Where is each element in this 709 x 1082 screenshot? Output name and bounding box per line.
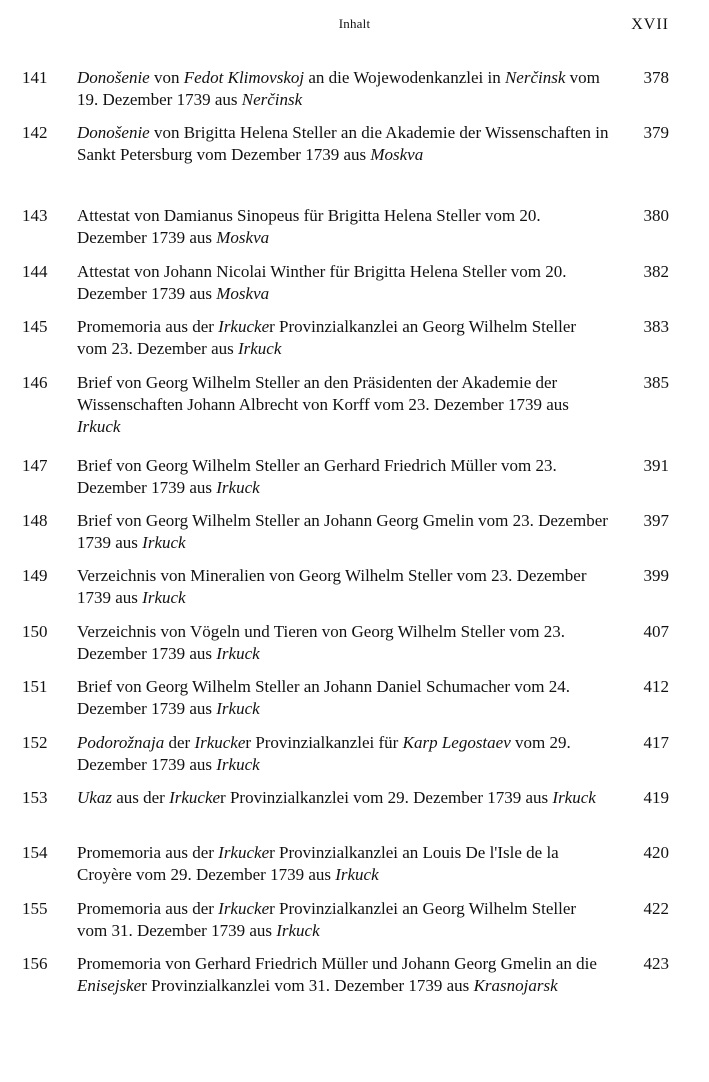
- entry-title-text: Brief von Georg Wilhelm Steller an Johann Georg Gmelin vom 23. Dezember 1739 aus: [77, 510, 608, 552]
- entry-page-number: 391: [643, 455, 669, 475]
- entry-page-number: 419: [643, 787, 669, 807]
- entry-title-italic: Irkuck: [77, 416, 121, 436]
- entry-title-text: vom 19. Dezember 1739 aus: [77, 68, 600, 109]
- entry-title-italic: Irkuck: [142, 532, 186, 552]
- entry-page-number: 383: [643, 317, 669, 337]
- entry-title: [77, 205, 609, 249]
- entry-title-text: r Provinzialkanzlei vom 31. Dezember 1739 aus: [141, 976, 474, 996]
- entry-title-italic: Irkuck: [552, 787, 596, 807]
- entry-number: 155: [22, 898, 48, 918]
- entry-title-text: Promemoria aus der: [77, 898, 219, 918]
- entry-title-italic: Nerčinsk: [241, 90, 303, 109]
- entry-title: [77, 953, 609, 997]
- entry-number: 150: [22, 621, 48, 641]
- entry-page-number: 420: [643, 843, 669, 863]
- entry-title-text: r Provinzialkanzlei an Georg Wilhelm Steller vom 31. Dezember 1739 aus: [77, 898, 577, 940]
- entry-title-text: r Provinzialkanzlei vom 29. Dezember 1739 aus: [220, 787, 553, 807]
- entry-title-italic: Irkuck: [216, 699, 260, 719]
- entry-title-italic: Krasnojarsk: [473, 976, 558, 996]
- toc-entry: [0, 732, 709, 787]
- entry-number: 153: [22, 787, 48, 807]
- page-header: [0, 14, 709, 38]
- entry-title: [77, 316, 609, 360]
- entry-title-italic: Donošenie: [77, 123, 150, 143]
- entry-number: 147: [22, 455, 48, 475]
- entry-title-italic: Irkucke: [218, 898, 270, 918]
- entry-page-number: 382: [643, 261, 669, 281]
- entry-number: 141: [22, 68, 48, 87]
- entry-title-text: Verzeichnis von Vögeln und Tieren von Georg Wilhelm Steller vom 23. Dezember 1739 aus: [77, 621, 566, 663]
- entry-title-text: r Provinzialkanzlei für: [245, 732, 403, 752]
- entry-title: [77, 67, 609, 111]
- entry-title: [77, 261, 609, 305]
- entry-title-italic: Nerčinsk: [504, 68, 566, 87]
- entry-title: [77, 372, 609, 438]
- entry-title: [77, 510, 609, 554]
- entry-title: [77, 621, 609, 665]
- entry-number: 151: [22, 677, 48, 697]
- toc-entry: [0, 372, 709, 455]
- entry-title-italic: Irkuck: [142, 588, 186, 608]
- entry-title-text: Promemoria von Gerhard Friedrich Müller und Johann Georg Gmelin an die: [77, 954, 597, 974]
- entry-title-text: Brief von Georg Wilhelm Steller an Johann Daniel Schumacher vom 24. Dezember 1739 aus: [77, 677, 570, 719]
- entry-title-italic: Karp Legostaev: [402, 732, 511, 752]
- toc-entry: [0, 122, 709, 205]
- entry-title-italic: Ukaz: [77, 787, 112, 807]
- entry-page-number: 378: [643, 68, 669, 87]
- entry-title-italic: Irkucke: [169, 787, 221, 807]
- entry-number: 144: [22, 261, 48, 281]
- entry-title: [77, 732, 609, 776]
- toc-entry: [0, 67, 709, 122]
- entry-number: 142: [22, 123, 48, 143]
- entry-title: [77, 787, 609, 809]
- entry-title: [77, 676, 609, 720]
- entry-page-number: 379: [643, 123, 669, 143]
- entry-title-italic: Irkucke: [218, 843, 270, 863]
- entry-title-italic: Moskva: [216, 283, 270, 303]
- toc-entry: [0, 510, 709, 565]
- entry-title-text: der: [164, 732, 195, 752]
- entry-page-number: 399: [643, 566, 669, 586]
- entry-title-text: r Provinzialkanzlei an Georg Wilhelm Steller vom 23. Dezember aus: [77, 317, 577, 359]
- entry-number: 152: [22, 732, 48, 752]
- toc-entry: [0, 842, 709, 897]
- entry-title-italic: Fedot Klimovskoj: [183, 68, 305, 87]
- entry-title-text: Promemoria aus der: [77, 317, 219, 337]
- entry-title-italic: Donošenie: [77, 68, 150, 87]
- entry-page-number: 423: [643, 954, 669, 974]
- entry-title-italic: Irkuck: [216, 477, 260, 497]
- entry-page-number: 417: [643, 732, 669, 752]
- entry-title-italic: Moskva: [216, 228, 270, 248]
- entry-title-text: Attestat von Damianus Sinopeus für Brigitta Helena Steller vom 20. Dezember 1739 aus: [77, 206, 541, 248]
- entry-title: [77, 565, 609, 609]
- entry-title: [77, 122, 609, 166]
- entry-title: [77, 455, 609, 499]
- toc-entry: [0, 316, 709, 371]
- entry-page-number: 422: [643, 898, 669, 918]
- entry-title-text: Promemoria aus der: [77, 843, 219, 863]
- toc-entry: [0, 676, 709, 731]
- entry-title-italic: Irkuck: [276, 920, 320, 940]
- entry-title-text: vom 29. Dezember 1739 aus: [77, 732, 571, 774]
- entry-title-italic: Irkucke: [218, 317, 270, 337]
- entry-page-number: 407: [643, 621, 669, 641]
- entry-title-text: Brief von Georg Wilhelm Steller an Gerhard Friedrich Müller vom 23. Dezember 1739 aus: [77, 455, 557, 497]
- entry-number: 143: [22, 206, 48, 226]
- entry-number: 156: [22, 954, 48, 974]
- entry-number: 149: [22, 566, 48, 586]
- entry-title: [77, 898, 609, 942]
- entry-title-italic: Moskva: [370, 145, 424, 165]
- toc-entry: [0, 565, 709, 620]
- toc-entry: [0, 261, 709, 316]
- entry-title-italic: Podorožnaja: [77, 732, 165, 752]
- entry-page-number: 412: [643, 677, 669, 697]
- entry-number: 148: [22, 510, 48, 530]
- running-head-title: Inhalt: [338, 16, 371, 31]
- toc-entry: [0, 898, 709, 953]
- entry-title-italic: Irkucke: [194, 732, 246, 752]
- entry-title-text: r Provinzialkanzlei an Louis De l'Isle de la Croyère vom 29. Dezember 1739 aus: [77, 843, 559, 885]
- entry-title-italic: Irkuck: [237, 339, 282, 359]
- entry-title-italic: Irkuck: [216, 754, 260, 774]
- entry-title-italic: Enisejske: [77, 976, 142, 996]
- toc-entry: [0, 621, 709, 676]
- toc-entry: [0, 205, 709, 260]
- entry-number: 146: [22, 372, 48, 392]
- toc-entry: [0, 953, 709, 1036]
- entry-title-italic: Irkuck: [216, 643, 260, 663]
- toc-entry: [0, 787, 709, 842]
- entry-title-text: Attestat von Johann Nicolai Winther für Brigitta Helena Steller vom 20. Dezember 1739 aus: [77, 261, 567, 303]
- entry-number: 145: [22, 317, 48, 337]
- table-of-contents: [0, 67, 709, 1036]
- entry-page-number: 380: [643, 206, 669, 226]
- entry-number: 154: [22, 843, 48, 863]
- entry-title: [77, 842, 609, 886]
- page-number: XVII: [631, 16, 669, 33]
- entry-page-number: 385: [643, 372, 669, 392]
- entry-title-text: an die Wojewodenkanzlei in: [304, 68, 505, 87]
- entry-title-text: von Brigitta Helena Steller an die Akademie der Wissenschaften in Sankt Petersburg vom Dezember 1739 aus: [77, 123, 609, 165]
- entry-title-text: von: [149, 68, 184, 87]
- entry-title-text: Verzeichnis von Mineralien von Georg Wilhelm Steller vom 23. Dezember 1739 aus: [77, 566, 587, 608]
- entry-title-italic: Irkuck: [335, 865, 379, 885]
- entry-title-text: Brief von Georg Wilhelm Steller an den Präsidenten der Akademie der Wissenschaften Johann Albrecht von Korff vom 23. Dezember 1739 aus: [77, 372, 569, 414]
- toc-entry: [0, 455, 709, 510]
- entry-page-number: 397: [643, 510, 669, 530]
- entry-title-text: aus der: [111, 787, 170, 807]
